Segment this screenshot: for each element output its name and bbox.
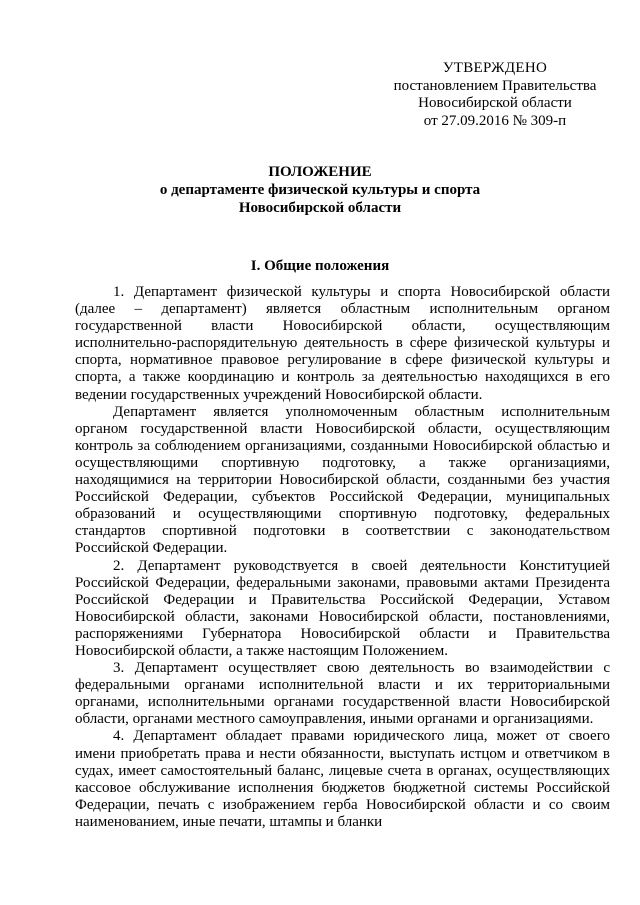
paragraph-1: 1. Департамент физической культуры и спорта Новосибирской области (далее – департамент) является областным исполнительным органом государственной власти Новосибирской области, осуществляющим исполнительно-распорядительную деятельность в сфере физической культуры и спорта, нормативное правовое регулирование в сфере физической культуры и спорта, а также координацию и контроль за деятельностью находящихся в его ведении государственных учреждений Новосибирской области.	[75, 284, 610, 403]
approval-stamp	[380, 60, 610, 130]
approval-date-number: от 27.09.2016 № 309-п	[423, 112, 567, 129]
paragraph-2: 2. Департамент руководствуется в своей деятельности Конституцией Российской Федерации, федеральными законами, правовыми актами Президента Российской Федерации и Правительства Российской Федерации, Уставом Новосибирской области, законами Новосибирской области, постановлениями, распоряжениями Губернатора Новосибирской области и Правительства Новосибирской области, а также настоящим Положением.	[75, 557, 610, 659]
paragraph-1-continued: Департамент является уполномоченным областным исполнительным органом государственной власти Новосибирской области, осуществляющим контроль за соблюдением организациями, созданными Новосибирской областью и осуществляющими спортивную подготовку, а также организациями, находящимися на территории Новосибирской области, созданными без участия Российской Федерации, субъектов Российской Федерации, муниципальных образований и осуществляющими спортивную подготовку, федеральных стандартов спортивной подготовки в соответствии с законодательством Российской Федерации.	[75, 403, 610, 557]
paragraph-3: 3. Департамент осуществляет свою деятельность во взаимодействии с федеральными органами исполнительной власти и их территориальными органами, исполнительными органами государственной власти Новосибирской области, органами местного самоуправления, иными органами и организациями.	[75, 660, 610, 728]
approval-region-line: Новосибирской области	[418, 95, 572, 111]
section-heading: I. Общие положения	[250, 258, 390, 274]
document-title-line1: ПОЛОЖЕНИЕ	[268, 164, 372, 180]
document-title-line2: о департаменте физической культуры и спорта	[159, 182, 481, 198]
paragraph-4: 4. Департамент обладает правами юридического лица, может от своего имени приобретать права и нести обязанности, выступать истцом и ответчиком в судах, имеет самостоятельный баланс, лицевые счета в органах, осуществляющих кассовое обслуживание исполнения бюджетов бюджетной системы Российской Федерации, печать с изображением герба Новосибирской области и со своим наименованием, иные печати, штампы и бланки	[75, 728, 610, 830]
document-title	[0, 163, 640, 217]
document-title-line3: Новосибирской области	[238, 200, 402, 216]
approval-title: УТВЕРЖДЕНО	[442, 60, 548, 76]
approval-decree-line: постановлением Правительства	[393, 77, 597, 94]
document-body	[75, 284, 610, 831]
